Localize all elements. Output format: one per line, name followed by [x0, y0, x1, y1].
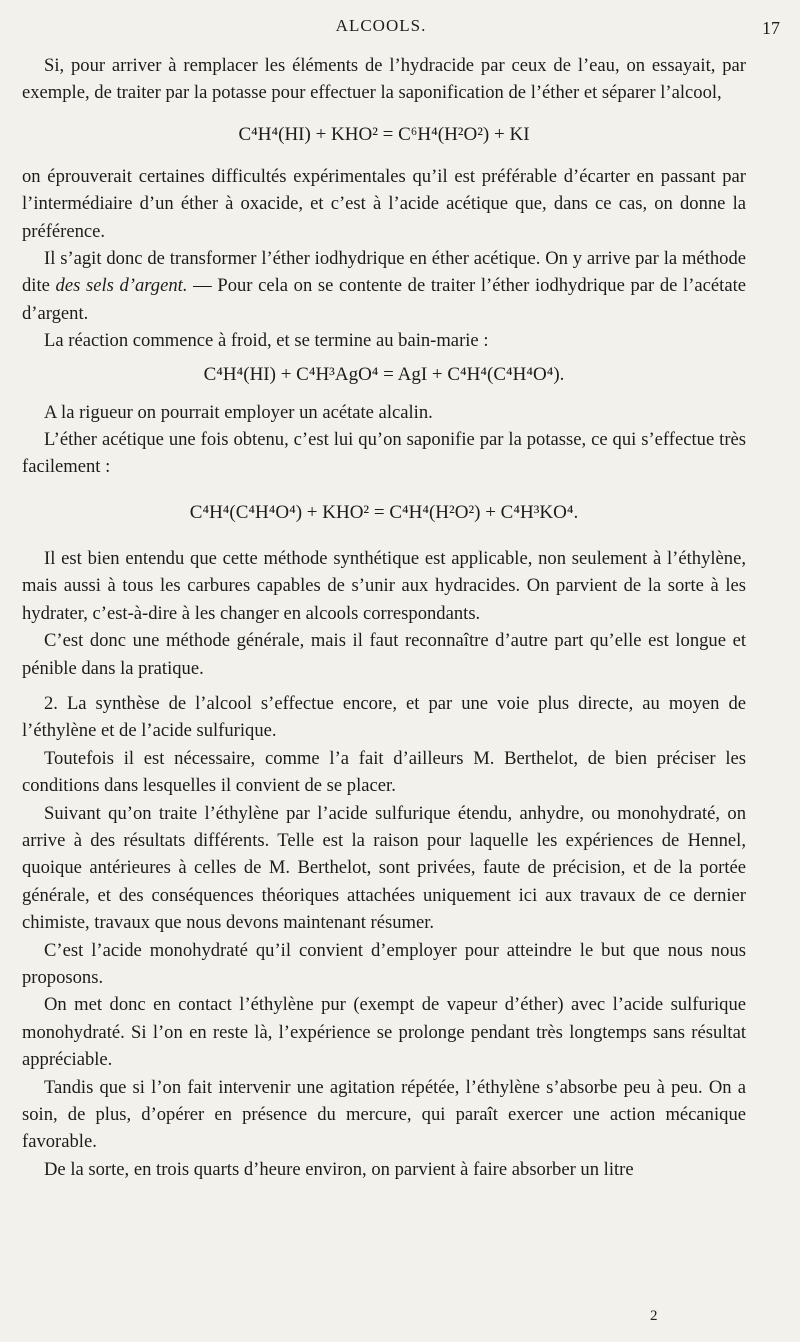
text-run: Il s’agit donc de transformer l’éther iodhydrique en éther acétique. On y arrive par la méthode dite: [22, 248, 746, 297]
paragraph: On met donc en contact l’éthylène pur (exempt de vapeur d’éther) avec l’acide sulfurique monohydraté. Si l’on en reste là, l’expérience se prolonge pendant très longtemps sans résultat appréciable.: [22, 994, 746, 1071]
paragraph: Si, pour arriver à remplacer les éléments de l’hydracide par ceux de l’eau, on essayait, par exemple, de traiter par la potasse pour effectuer la saponification de l’éther et séparer l’alcool,: [22, 55, 746, 104]
text-run: — Pour cela on se contente de traiter l’éther iodhydrique par de l’acétate d’argent.: [22, 275, 747, 324]
paragraph: Il est bien entendu que cette méthode synthétique est applicable, non seulement à l’éthylène, mais aussi à tous les carbures capables de s’unir aux hydracides. On parvient de la sorte à les hydrater, c’est-à-dire à les changer en alcools correspondants.: [22, 547, 746, 624]
paragraph: Toutefois il est nécessaire, comme l’a fait d’ailleurs M. Berthelot, de bien préciser les conditions dans lesquelles il convient de se placer.: [22, 747, 746, 797]
page-header: [22, 14, 780, 38]
running-title: ALCOOLS.: [335, 16, 427, 35]
signature-mark: 2: [650, 1308, 658, 1324]
paragraph: 2. La synthèse de l’alcool s’effectue encore, et par une voie plus directe, au moyen de l’éthylène et de l’acide sulfurique.: [22, 692, 746, 742]
paragraph: on éprouverait certaines difficultés expérimentales qu’il est préférable d’écarter en passant par l’intermédiaire d’un éther à oxacide, et c’est à l’acide acétique que, dans ce cas, on donne la préférence.: [22, 165, 746, 242]
paragraph: L’éther acétique une fois obtenu, c’est lui qu’on saponifie par la potasse, ce qui s’effectue très facilement :: [22, 429, 746, 478]
paragraph: La réaction commence à froid, et se termine au bain-marie :: [44, 330, 489, 352]
paragraph: De la sorte, en trois quarts d’heure environ, on parvient à faire absorber un litre: [44, 1158, 634, 1180]
emphasis-text: des sels d’argent.: [55, 275, 188, 297]
paragraph: Suivant qu’on traite l’éthylène par l’acide sulfurique étendu, anhydre, ou monohydraté, on arrive à des résultats différents. Telle est la raison pour laquelle les expériences de Hennel, quoique antérieures à celles de M. Berthelot, sont privées, faute de précision, et de la portée générale, et des conséquences théoriques attachées uniquement ici aux travaux de ce dernier chimiste, travaux que nous devons maintenant résumer.: [22, 802, 746, 934]
paragraph: Tandis que si l’on fait intervenir une agitation répétée, l’éthylène s’absorbe peu à peu. On a soin, de plus, d’opérer en présence du mercure, qui paraît exercer une action mécanique favorable.: [22, 1076, 746, 1153]
paragraph: [22, 245, 746, 327]
paragraph: A la rigueur on pourrait employer un acétate alcalin.: [44, 401, 433, 423]
page-number: 17: [762, 18, 780, 38]
chemical-formula: C⁴H⁴(C⁴H⁴O⁴) + KHO² = C⁴H⁴(H²O²) + C⁴H³KO⁴.: [189, 501, 579, 523]
body-text: [22, 52, 746, 1183]
chemical-formula: C⁴H⁴(HI) + C⁴H³AgO⁴ = AgI + C⁴H⁴(C⁴H⁴O⁴).: [203, 363, 565, 385]
paragraph: C’est l’acide monohydraté qu’il convient d’employer pour atteindre le but que nous nous proposons.: [22, 939, 746, 988]
paragraph: C’est donc une méthode générale, mais il faut reconnaître d’autre part qu’elle est longue et pénible dans la pratique.: [22, 630, 746, 679]
chemical-formula: C⁴H⁴(HI) + KHO² = C⁶H⁴(H²O²) + KI: [238, 123, 530, 145]
